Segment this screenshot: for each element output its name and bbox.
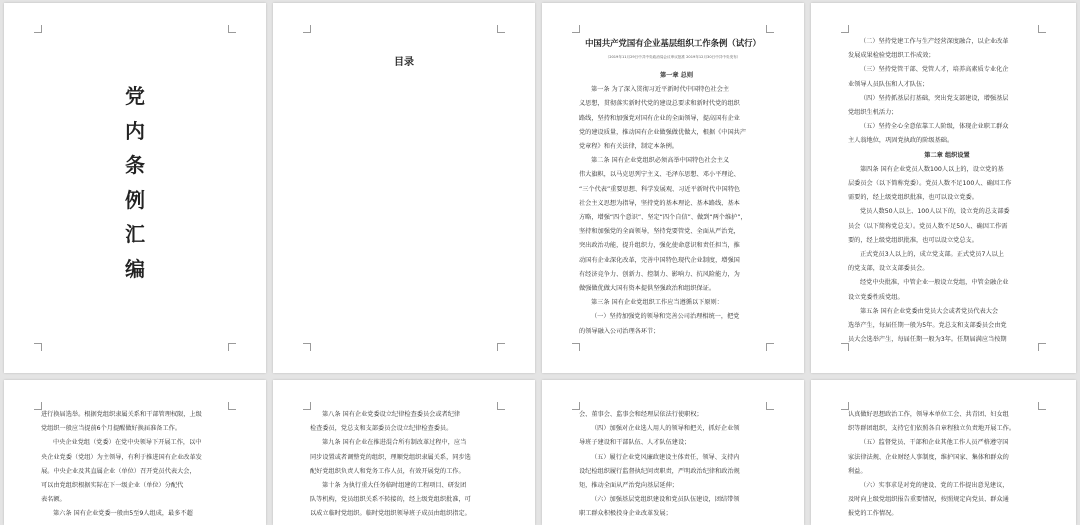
document-page-6[interactable]	[273, 380, 535, 525]
text-line: （一）坚持加强党的领导和完善公司治理相统一，把党	[591, 313, 740, 321]
text-line: 正式党员3人以上的，成立党支部。正式党员7人以上	[860, 251, 1004, 259]
text-line: 路线，坚持和加强党对国有企业的全面领导，提高国有企业	[579, 114, 740, 122]
text-line: 第五条 国有企业党委由党员大会或者党员代表大会	[860, 307, 999, 315]
text-line: 可以由党组织根据实际在下一级企业（单位）分配代	[41, 482, 184, 490]
text-line: 员会（以下简称党总支）。党员人数不足50人、确因工作需	[848, 222, 1008, 230]
chapter-heading: 第一章 总则	[659, 72, 694, 79]
page-text	[579, 69, 774, 339]
page-text	[848, 408, 1046, 522]
crop-mark	[303, 25, 311, 33]
page-text	[848, 35, 1046, 347]
text-line: （五）履行企业党风廉政建设主体责任，领导、支持内	[591, 453, 740, 461]
text-line: 第六条 国有企业党委一般由5至9人组成，最多不超	[53, 510, 193, 518]
text-line: 做强做优做大国有资本提供坚强政治和组织保证。	[579, 285, 716, 293]
text-line: 经党中央批准，中管企业一般设立党组，中管金融企业	[860, 279, 1009, 287]
document-title: 中国共产党国有企业基层组织工作条例（试行）	[585, 38, 761, 48]
text-line: 导班子建设和干部队伍、人才队伍建设；	[579, 439, 691, 447]
text-line: 主人翁地位，巩固党执政的阶级基础。	[848, 137, 954, 145]
text-line: 有经济竞争力、创新力、控制力、影响力、抗风险能力，为	[579, 270, 740, 278]
text-line: （六）实事求是对党的建设、党的工作提出意见建议，	[860, 482, 1009, 490]
text-line: 需要的，经上级党组织批准，也可以设立党委。	[848, 194, 978, 202]
crop-mark	[766, 25, 774, 33]
document-page-4[interactable]	[811, 3, 1076, 373]
text-line: （四）坚持抓基层打基础，突出党支部建设，增强基层	[860, 94, 1009, 102]
text-line: 中央企业党组（党委）在党中央领导下开展工作，以中	[53, 439, 202, 447]
text-line: 动国有企业深化改革，完善中国特色现代企业制度，增强国	[579, 256, 740, 264]
text-line: 选举产生，每届任期一般为5年。党总支和支部委员会由党	[848, 322, 1007, 330]
text-line: 职工群众积极投身企业改革发展；	[579, 510, 672, 518]
text-line: 利益。	[848, 467, 867, 475]
text-line: 第九条 国有企业在推进混合所有制改革过程中，应当	[322, 439, 467, 447]
text-line: 党章程》和有关法律，制定本条例。	[579, 143, 678, 151]
cover-title-char: 编	[125, 256, 145, 281]
text-line: 突出政治功能，提升组织力，强化使命意识和责任担当，推	[579, 242, 740, 250]
text-line: 社会主义思想为指导，坚持党的基本理论、基本路线、基本	[579, 199, 740, 207]
text-line: 要的，经上级党组织批准，也可以设立党总支。	[848, 236, 978, 244]
text-line: 方略，增强“四个意识”、坚定“四个自信”、做到“两个维护”，	[579, 214, 747, 222]
text-line: （三）坚持党管干部、党管人才，培养高素质专业化企	[860, 66, 1009, 74]
text-line: 党的建设质量，推动国有企业做强做优做大，根据《中国共产	[579, 128, 747, 136]
text-line: 义思想，贯彻落实新时代党的建设总要求和新时代党的组织	[579, 100, 740, 108]
text-line: 表名额。	[41, 496, 66, 504]
text-line: 央企业党委（党组）为主领导，有利于推进国有企业改革发	[41, 453, 202, 461]
text-line: 设立党委性质党组。	[848, 293, 904, 301]
cover-page[interactable]	[4, 3, 266, 373]
text-line: （二）坚持党建工作与生产经营深度融合，以企业改革	[860, 38, 1009, 45]
text-line: 第三条 国有企业党组织工作应当遵循以下原则：	[591, 299, 723, 307]
text-line: 的领导融入公司治理各环节；	[579, 327, 660, 335]
page-text	[310, 408, 505, 522]
text-line: 家法律法规、企业财经人事制度，维护国家、集体和群众的	[848, 453, 1009, 461]
text-line: 坚持和加强党的全面领导，坚持党要管党、全面从严治党，	[579, 228, 740, 236]
text-line: 第四条 国有企业党员人数100人以上的，设立党的基	[860, 165, 1004, 173]
cover-title-char: 内	[125, 118, 145, 143]
text-line: 织等群团组织，支持它们依照各自章程独立负责地开展工作。	[848, 425, 1016, 433]
text-line: 检查委员，党总支和支部委员会设立纪律检查委员。	[310, 425, 453, 433]
crop-mark	[303, 343, 311, 351]
text-line: 队等机构，党员组织关系不转接的，经上级党组织批准，可	[310, 496, 471, 504]
text-line: 党组织生机活力；	[848, 109, 898, 117]
text-line: 配好党组织负责人和党务工作人员，有效开展党的工作。	[310, 467, 465, 475]
crop-mark	[228, 25, 236, 33]
text-line: （五）监督党员、干部和企业其他工作人员严格遵守国	[860, 439, 1009, 447]
text-line: 认真做好思想政治工作，领导本单位工会、共青团、妇女组	[848, 411, 1009, 418]
cover-title	[4, 79, 266, 286]
text-line: “三个代表”重要思想、科学发展观、习近平新时代中国特色	[579, 185, 741, 193]
document-page-5[interactable]	[4, 380, 266, 525]
crop-mark	[766, 343, 774, 351]
text-line: 及时向上级党组织报告重要情况，按照规定向党员、群众通	[848, 496, 1009, 504]
text-line: 党员人数50人以上、100人以下的，设立党的总支部委	[860, 208, 1010, 216]
text-line: 第一条 为了深入贯彻习近平新时代中国特色社会主	[591, 86, 730, 94]
text-line: （六）加强基层党组织建设和党员队伍建设，团结带领	[591, 496, 740, 504]
page-text	[579, 408, 774, 522]
crop-mark	[34, 343, 42, 351]
text-line: 以成立临时党组织。临时党组织领导班子成员由组织指定。	[310, 510, 471, 518]
text-line: 进行换届选举。根据党组织隶属关系和干部管理权限，上级	[41, 411, 202, 418]
text-line: 党组织一般应当提前6个月提醒做好换届准备工作。	[41, 425, 182, 433]
text-line: 矩，推动全面从严治党向基层延伸；	[579, 482, 678, 490]
text-line: 第二条 国有企业党组织必须高举中国特色社会主义	[591, 157, 730, 165]
text-line: （五）坚持全心全意依靠工人阶级，体现企业职工群众	[860, 123, 1009, 131]
crop-mark	[497, 25, 505, 33]
text-line: 业领导人员队伍和人才队伍；	[848, 80, 929, 88]
crop-mark	[34, 25, 42, 33]
cover-title-char: 例	[125, 187, 145, 212]
toc-page[interactable]	[273, 3, 535, 373]
chapter-heading: 第二章 组织设置	[924, 151, 970, 159]
text-line: 展。中央企业及其直属企业（单位）召开党员代表大会，	[41, 467, 196, 475]
crop-mark	[1038, 25, 1046, 33]
text-line: 同步设置或者调整党的组织，理顺党组织隶属关系，同步选	[310, 453, 471, 461]
text-line: 设纪检组织履行监督执纪问责职责，严明政治纪律和政治规	[579, 467, 740, 475]
crop-mark	[841, 25, 849, 33]
toc-title: 目录	[394, 57, 414, 68]
text-line: 员大会选举产生，每届任期一般为3年。任期届满应当按期	[848, 336, 1007, 344]
text-line: 层委员会（以下简称党委）。党员人数不足100人、确因工作	[848, 180, 1012, 188]
crop-mark	[572, 343, 580, 351]
document-subtitle: （2019年11月29日中共中央政治局会议审议批准 2019年12月30日中共中央发布）	[605, 55, 741, 59]
text-line: （四）加强对企业选人用人的领导和把关，抓好企业领	[591, 425, 740, 433]
crop-mark	[228, 343, 236, 351]
text-line: 发展成果检验党组织工作成效；	[848, 52, 935, 60]
crop-mark	[497, 343, 505, 351]
text-line: 报党的工作情况。	[848, 510, 898, 518]
crop-mark	[572, 25, 580, 33]
page-text	[41, 408, 236, 522]
cover-title-char: 条	[125, 153, 145, 177]
cover-title-char: 党	[125, 84, 145, 108]
cover-title-char: 汇	[125, 222, 145, 246]
text-line: 伟大旗帜，以马克思列宁主义、毛泽东思想、邓小平理论、	[579, 171, 740, 179]
document-page-7[interactable]	[542, 380, 804, 525]
text-line: 第八条 国有企业党委设立纪律检查委员会或者纪律	[322, 411, 461, 418]
text-line: 第十条 为执行重大任务临时组建的工程项目、研发团	[322, 482, 467, 490]
document-page-8[interactable]	[811, 380, 1076, 525]
text-line: 会、董事会、监事会和经理层依法行使职权；	[579, 411, 703, 418]
text-line: 的党支部，设立支部委员会。	[848, 265, 929, 273]
document-page-3[interactable]	[542, 3, 804, 373]
